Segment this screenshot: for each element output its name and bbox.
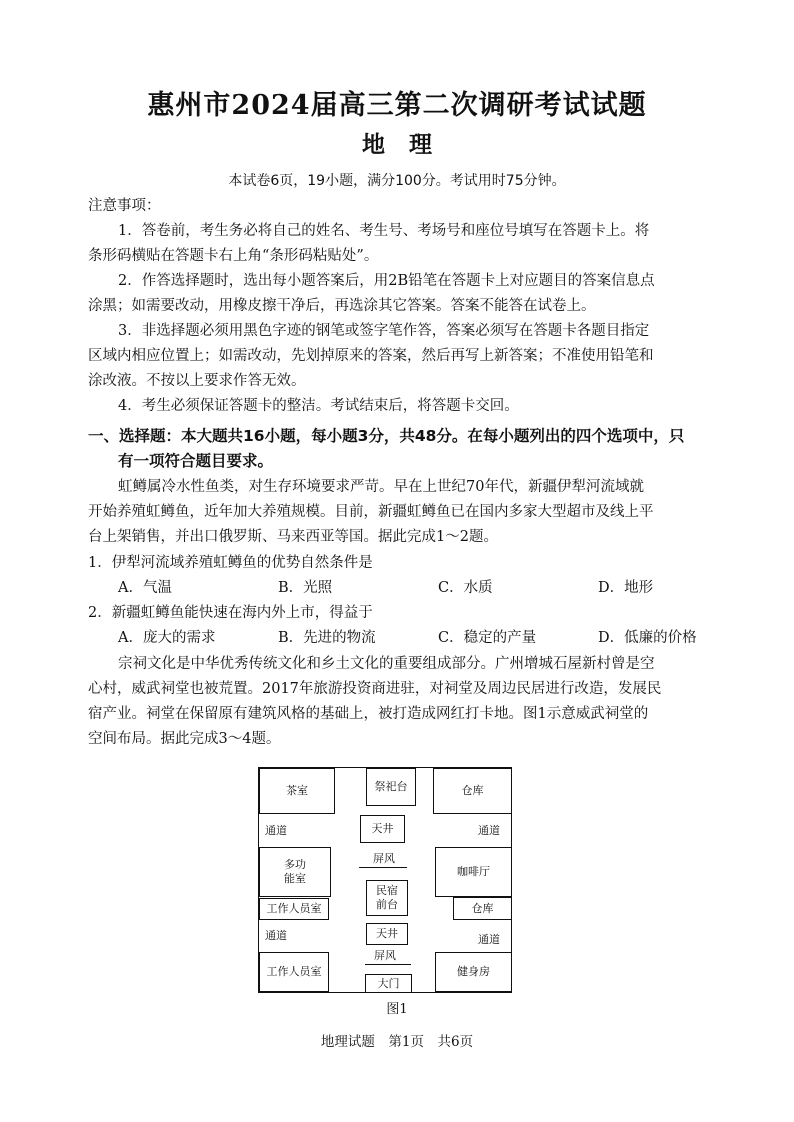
passage-line: 虹鳟属冷水性鱼类，对生存环境要求严苛。早在上世纪70年代，新疆伊犁河流域就 [118,479,644,495]
figure-caption: 图1 [386,1002,408,1017]
section-heading: 一、选择题：本大题共16小题，每小题3分，共48分。在每小题列出的四个选项中，只 [88,427,685,445]
room-warehouse-mid: 仓库 [453,897,512,920]
exam-title: 惠州市2024届高三第二次调研考试试题 [147,90,647,121]
page-footer: 地理试题 第1页 共6页 [320,1034,474,1050]
passage-line: 心村，威武祠堂也被荒置。2017年旅游投资商进驻，对祠堂及周边民居进行改造，发展民 [88,681,662,697]
q2-option-a[interactable]: A．庞大的需求 [118,630,216,646]
notice-line: 3．非选择题必须用黑色字迹的钢笔或签字笔作答，答案必须写在答题卡各题目指定 [118,323,650,339]
q1-option-a[interactable]: A．气温 [118,580,172,596]
screen-wall-top [359,867,407,868]
notice-line: 涂黑；如需要改动，用橡皮擦干净后，再选涂其它答案。答案不能答在试卷上。 [88,298,596,314]
room-cafe: 咖啡厅 [435,847,512,897]
room-tea: 茶室 [259,768,335,814]
main-gate: 大门 [365,974,412,993]
notice-line: 区域内相应位置上；如需改动，先划掉原来的答案，然后再写上新答案；不准使用铅笔和 [88,348,654,364]
notice-line: 条形码横贴在答题卡右上角“条形码粘贴处”。 [88,248,379,264]
notice-line: 1．答卷前，考生务必将自己的姓名、考生号、考场号和座位号填写在答题卡上。将 [118,223,650,239]
notice-heading: 注意事项： [88,198,161,214]
room-multipurpose [259,847,331,897]
room-warehouse-top: 仓库 [433,768,512,814]
notice-line: 4．考生必须保证答题卡的整洁。考试结束后，将答题卡交回。 [118,398,519,414]
q1-option-b[interactable]: B．光照 [278,580,333,596]
room-courtyard-bottom: 天井 [366,923,408,945]
label-passage-top-right: 通道 [478,824,500,837]
room-altar: 祭祀台 [366,768,416,806]
q2-option-c[interactable]: C．稳定的产量 [438,630,537,646]
exam-intro: 本试卷6页，19小题，满分100分。考试用时75分钟。 [228,173,566,189]
passage-line: 宗祠文化是中华优秀传统文化和乡土文化的重要组成部分。广州增城石屋新村曾是空 [118,656,655,672]
hall-layout-figure [258,767,512,993]
passage-line: 台上架销售，并出口俄罗斯、马来西亚等国。据此完成1～2题。 [88,529,498,545]
room-multipurpose-line1: 多功 [284,858,306,871]
room-courtyard-top: 天井 [360,815,405,843]
q1-option-c[interactable]: C．水质 [438,580,493,596]
q1-option-d[interactable]: D．地形 [598,580,654,596]
room-reception-line2: 前台 [376,898,398,911]
label-passage-mid-left: 通道 [265,929,287,942]
screen-wall-bottom [365,964,411,965]
passage-line: 开始养殖虹鳟鱼，近年加大养殖规模。目前，新疆虹鳟鱼已在国内多家大型超市及线上平 [88,504,654,520]
subject-title: 地理 [362,131,456,158]
passage-line: 宿产业。祠堂在保留原有建筑风格的基础上，被打造成网红打卡地。图1示意威武祠堂的 [88,706,649,722]
label-screen-bottom: 屏风 [374,949,396,962]
label-passage-top-left: 通道 [265,824,287,837]
passage-line: 空间布局。据此完成3～4题。 [88,731,281,747]
notice-line: 涂改液。不按以上要求作答无效。 [88,373,306,389]
question-2-stem: 2．新疆虹鳟鱼能快速在海内外上市，得益于 [88,605,373,621]
notice-line: 2．作答选择题时，选出每小题答案后，用2B铅笔在答题卡上对应题目的答案信息点 [118,273,655,289]
room-reception-line1: 民宿 [376,884,398,897]
question-1-stem: 1．伊犁河流域养殖虹鳟鱼的优势自然条件是 [88,555,373,571]
q2-option-b[interactable]: B．先进的物流 [278,630,376,646]
room-gym: 健身房 [435,952,512,992]
label-passage-mid-right: 通道 [478,933,500,946]
section-heading-cont: 有一项符合题目要求。 [118,452,274,470]
room-reception [366,880,408,916]
room-staff-top: 工作人员室 [259,898,329,920]
label-screen-top: 屏风 [373,852,395,865]
room-staff-bottom: 工作人员室 [259,952,329,992]
room-multipurpose-line2: 能室 [284,872,306,885]
q2-option-d[interactable]: D．低廉的价格 [598,630,697,646]
